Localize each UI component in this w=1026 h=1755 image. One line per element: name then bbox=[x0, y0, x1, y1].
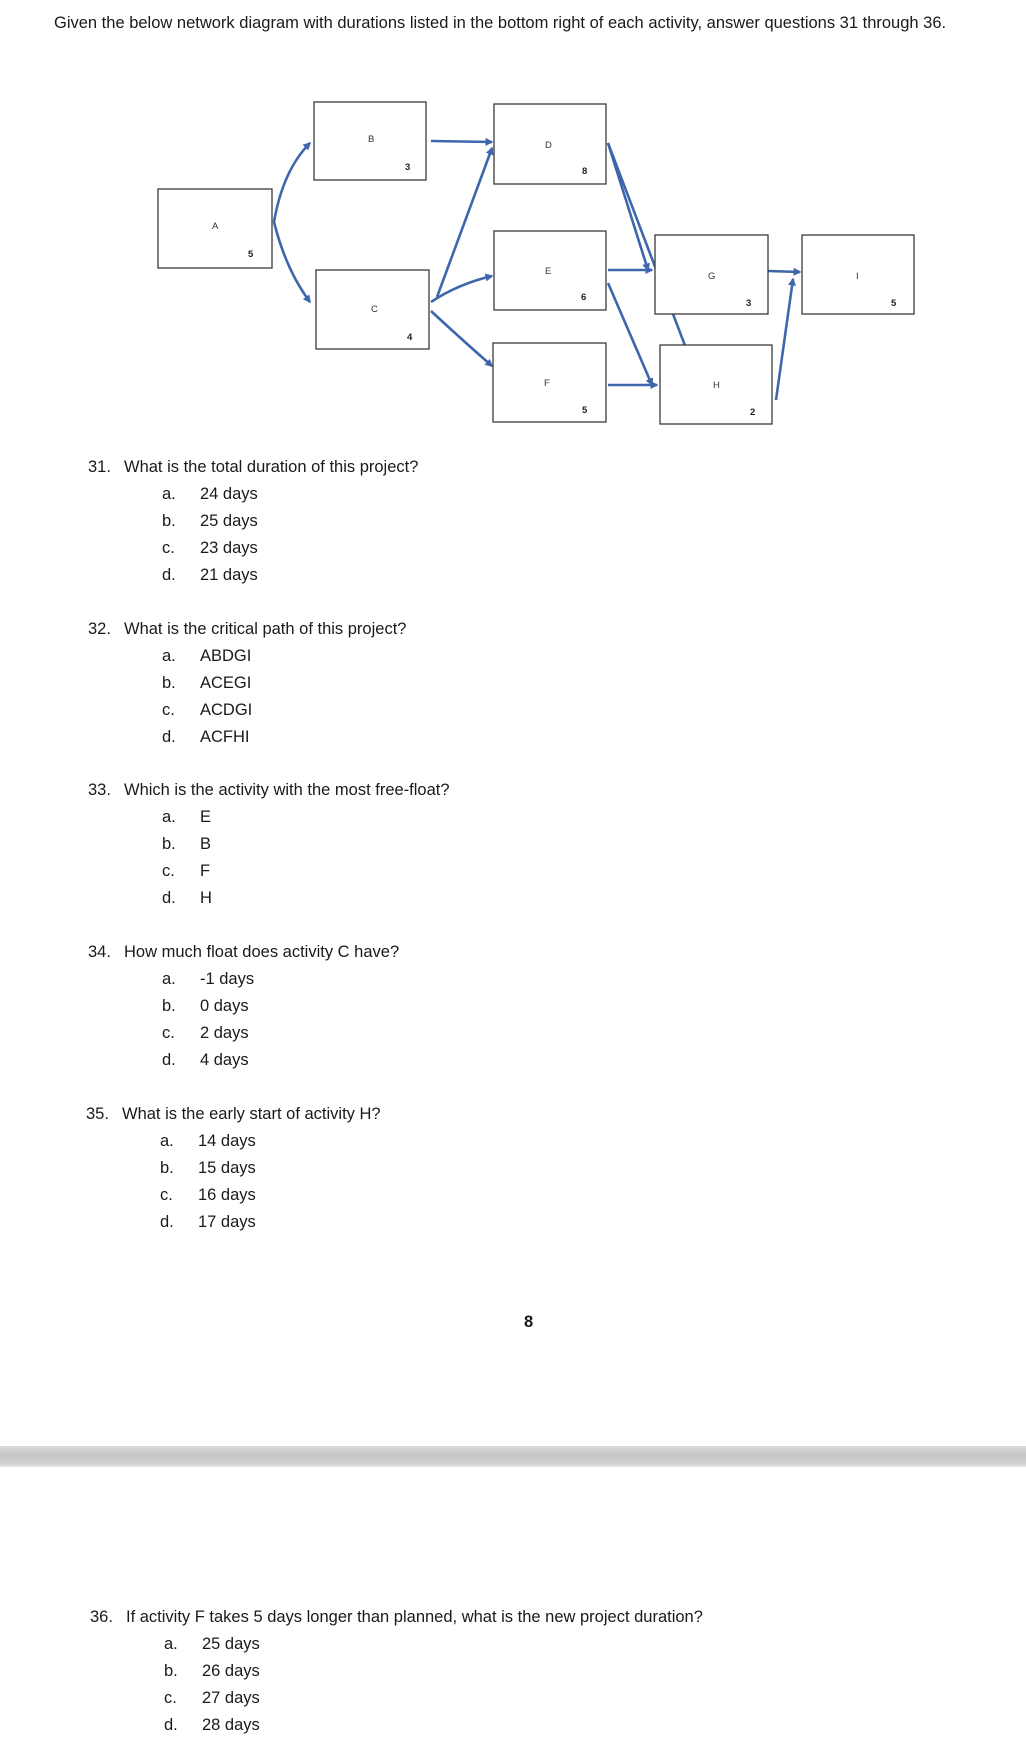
activity-c-duration: 4 bbox=[407, 332, 413, 343]
question-text: What is the critical path of this project? bbox=[124, 620, 407, 638]
question-32 bbox=[88, 616, 406, 751]
activity-i bbox=[802, 235, 914, 314]
question-34 bbox=[88, 939, 399, 1074]
activity-a bbox=[158, 189, 272, 268]
activity-h-label: H bbox=[713, 380, 720, 391]
page-number: 8 bbox=[524, 1313, 534, 1331]
option-c: c. ACDGI bbox=[162, 701, 253, 719]
question-text: How much float does activity C have? bbox=[124, 943, 400, 961]
option-d: d. 4 days bbox=[162, 1051, 249, 1069]
question-text: What is the early start of activity H? bbox=[122, 1105, 381, 1123]
activity-d-duration: 8 bbox=[582, 166, 588, 177]
option-a: a. 25 days bbox=[164, 1635, 260, 1653]
activity-b-label: B bbox=[368, 134, 375, 145]
option-d: d. 28 days bbox=[164, 1716, 260, 1734]
activity-e-label: E bbox=[545, 266, 552, 277]
arrow-e-h bbox=[608, 283, 652, 385]
activity-f-duration: 5 bbox=[582, 405, 588, 416]
option-b: b. 15 days bbox=[160, 1159, 256, 1177]
question-36 bbox=[90, 1604, 703, 1739]
option-c: c. 27 days bbox=[164, 1689, 260, 1707]
activity-g-label: G bbox=[708, 271, 716, 282]
activity-a-duration: 5 bbox=[248, 249, 254, 260]
arrow-b-d bbox=[431, 141, 492, 142]
question-number: 33. bbox=[88, 781, 111, 799]
arrow-a-c bbox=[274, 222, 310, 302]
activity-e-duration: 6 bbox=[581, 292, 587, 303]
activity-f bbox=[493, 343, 606, 422]
question-number: 36. bbox=[90, 1608, 113, 1626]
activity-c-label: C bbox=[371, 304, 378, 315]
page-separator bbox=[0, 1446, 1026, 1467]
document-page-2 bbox=[0, 1467, 1026, 1755]
option-a: a. E bbox=[162, 808, 212, 826]
activity-b bbox=[314, 102, 426, 180]
option-d: d. 17 days bbox=[160, 1213, 256, 1231]
network-diagram bbox=[0, 0, 1026, 440]
question-text: If activity F takes 5 days longer than planned, what is the new project duration? bbox=[126, 1608, 703, 1626]
activity-h-duration: 2 bbox=[750, 407, 756, 418]
activity-e bbox=[494, 231, 606, 310]
arrow-a-b bbox=[274, 143, 310, 222]
activity-a-label: A bbox=[212, 221, 219, 232]
activity-i-label: I bbox=[856, 271, 859, 282]
option-b: b. 26 days bbox=[164, 1662, 260, 1680]
intro-text: Given the below network diagram with durations listed in the bottom right of each activity, answer questions 31 through 36. bbox=[54, 14, 947, 32]
arrow-h-i bbox=[776, 279, 793, 400]
question-text: What is the total duration of this project? bbox=[124, 458, 419, 476]
question-33 bbox=[88, 777, 450, 912]
question-number: 34. bbox=[88, 943, 111, 961]
activity-d-label: D bbox=[545, 140, 552, 151]
option-b: b. ACEGI bbox=[162, 674, 252, 692]
question-35 bbox=[86, 1101, 381, 1236]
option-a: a. 24 days bbox=[162, 485, 258, 503]
option-d: d. ACFHI bbox=[162, 728, 250, 746]
question-31 bbox=[88, 454, 418, 589]
activity-g-duration: 3 bbox=[746, 298, 752, 309]
activity-b-duration: 3 bbox=[405, 162, 411, 173]
question-number: 31. bbox=[88, 458, 111, 476]
option-c: c. 23 days bbox=[162, 539, 258, 557]
option-c: c. 2 days bbox=[162, 1024, 249, 1042]
arrow-g-i bbox=[768, 271, 800, 272]
option-b: b. B bbox=[162, 835, 212, 853]
arrow-c-f bbox=[431, 311, 492, 366]
question-number: 32. bbox=[88, 620, 111, 638]
activity-f-label: F bbox=[544, 378, 550, 389]
activity-d bbox=[494, 104, 606, 184]
option-c: c. F bbox=[162, 862, 211, 880]
option-c: c. 16 days bbox=[160, 1186, 256, 1204]
option-b: b. 0 days bbox=[162, 997, 249, 1015]
activity-c bbox=[316, 270, 429, 349]
option-d: d. H bbox=[162, 889, 212, 907]
question-text: Which is the activity with the most free-float? bbox=[124, 781, 450, 799]
activity-i-duration: 5 bbox=[891, 298, 897, 309]
option-a: a. -1 days bbox=[162, 970, 255, 988]
option-a: a. ABDGI bbox=[162, 647, 252, 665]
question-number: 35. bbox=[86, 1105, 109, 1123]
activity-h bbox=[660, 345, 772, 424]
option-b: b. 25 days bbox=[162, 512, 258, 530]
arrow-c-d bbox=[437, 148, 492, 297]
option-d: d. 21 days bbox=[162, 566, 258, 584]
option-a: a. 14 days bbox=[160, 1132, 256, 1150]
activity-g bbox=[655, 235, 768, 314]
